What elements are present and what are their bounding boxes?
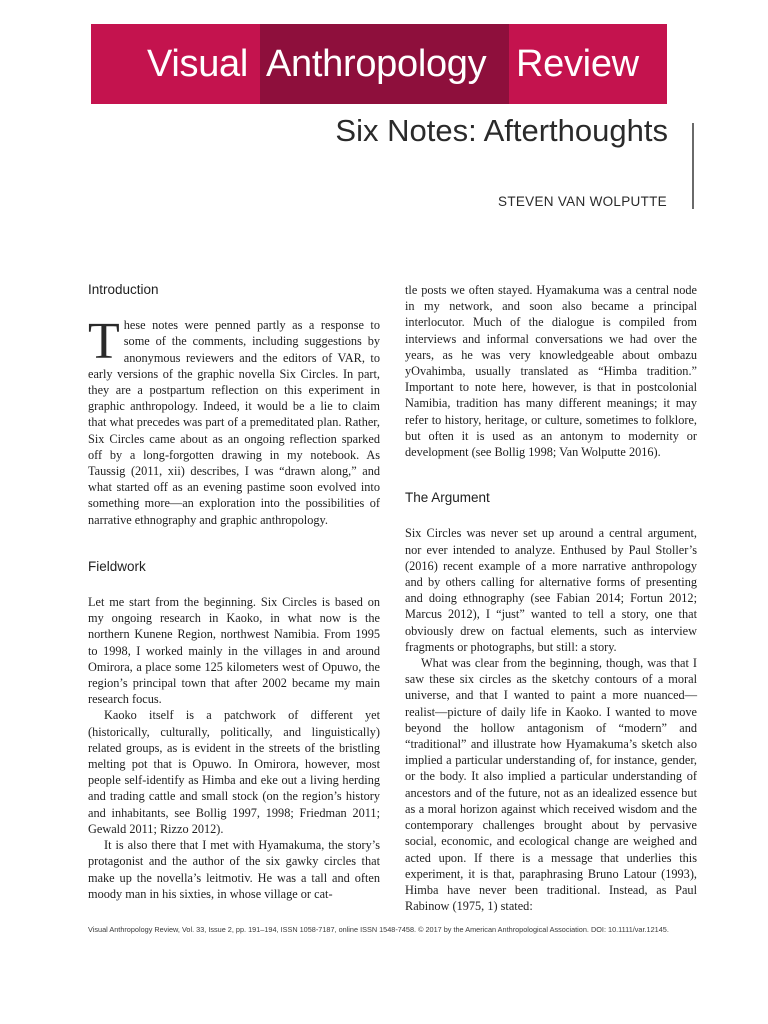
journal-banner (91, 24, 667, 104)
continued-paragraph: tle posts we often stayed. Hyamakuma was a central node in my network, and soon also became a principal interlocutor. Much of the dialogue is compiled from interviews and informal conversations we had over the years, as he was very knowledgeable about ombazu yOvahimba, usually translated as “Himba tradition.” Important to note here, however, is that in postcolonial Namibia, tradition has many different meanings; it may refer to history, heritage, or culture, sometimes to folklore, but often it is used as an antonym to modernity or development (see Bollig 1998; Van Wolputte 2016). (405, 283, 697, 460)
title-divider (692, 123, 694, 209)
argument-paragraph-1: Six Circles was never set up around a central argument, nor ever intended to analyze. Enthused by Paul Stoller’s (2016) recent example of a more narrative anthropology and by others calling for alternative forms of presenting and doing ethnography (see Fabian 2014; Fortun 2012; Marcus 2012), I “just” wanted to tell a story, one that obviously drew on factual elements, such as interview fragments or photographs, but still: a story. (405, 526, 697, 654)
heading-argument: The Argument (405, 490, 490, 506)
article-author: STEVEN VAN WOLPUTTE (498, 194, 667, 209)
journal-word-visual: Visual (147, 43, 249, 85)
fieldwork-paragraph-2: Kaoko itself is a patchwork of different yet (historically, culturally, politically, and linguistically) related groups, as is evident in the streets of the bristling melting pot that is Opuwo. In Omirora, however, most people self-identify as Himba and eke out a living herding and trading cattle and small stock (on the region’s history and inhabitants, see Bollig 1997, 1998; Friedman 2011; Gewald 2011; Rizzo 2012). (88, 708, 380, 836)
argument-paragraph-2: What was clear from the beginning, though, was that I saw these six circles as the sketchy contours of a moral universe, and that I wanted to paint a more nuanced—realist—picture of daily life in Kaoko. I wanted to move beyond the hollow antagonism of “modern” and “traditional” and illustrate how Hyamakuma’s sketch also implied a particular understanding of, for instance, gender, or the body. It also implied a particular understanding of ancestors and of the future, not as an idealized essence but as a moral horizon against which received wisdom and the contemporary challenges brought about by pervasive social, economic, and ecological change are weighed and acted upon. If there is a message that underlies this experiment, it is that, paraphrasing Bruno Latour (1993), Himba have never been traditional. Instead, as Paul Rabinow (1975, 1) stated: (405, 656, 697, 914)
page-footer: Visual Anthropology Review, Vol. 33, Issue 2, pp. 191–194, ISSN 1058-7187, online ISSN 1548-7458. © 2017 by the American Anthropological Association. DOI: 10.1111/var.12145. (88, 925, 669, 934)
left-column (88, 282, 380, 902)
journal-word-anthropology-text: Anthropology (266, 43, 487, 85)
intro-text: hese notes were penned partly as a response to some of the comments, including suggestions by anonymous reviewers and the editors of VAR, to early versions of the graphic novella Six Circles. In part, they are a postpartum reflection on this experiment in graphic anthropology. Indeed, it would be a lie to claim that what precedes was part of a premeditated plan. Rather, Six Circles came about as an ongoing reflection sparked off by a long-forgotten drawing in my notebook. As Taussig (2011, xii) describes, I was “drawn along,” and what started off as an evening pastime soon evolved into something more—an exploration into the possibilities of narrative ethnography and graphic anthropology. (88, 318, 380, 527)
fieldwork-paragraph-1: Let me start from the beginning. Six Circles is based on my ongoing research in Kaoko, in what now is the northern Kunene Region, northwest Namibia. From 1995 to 1998, I worked mainly in the villages in and around Omirora, a place some 125 kilometers west of Opuwo, the region’s principal town that after 2002 became my main research focus. (88, 595, 380, 707)
heading-fieldwork: Fieldwork (88, 558, 146, 574)
right-column (405, 282, 697, 914)
drop-cap: T (88, 313, 120, 371)
fieldwork-paragraph-3: It is also there that I met with Hyamakuma, the story’s protagonist and the author of the six gawky circles that make up the novella’s leitmotiv. He was a tall and often moody man in his sixties, in whose village or cat- (88, 838, 380, 901)
article-title: Six Notes: Afterthoughts (335, 113, 668, 148)
journal-word-anthropology (260, 24, 509, 104)
intro-paragraph (88, 313, 380, 528)
heading-introduction: Introduction (88, 282, 159, 297)
journal-word-review: Review (516, 43, 639, 85)
